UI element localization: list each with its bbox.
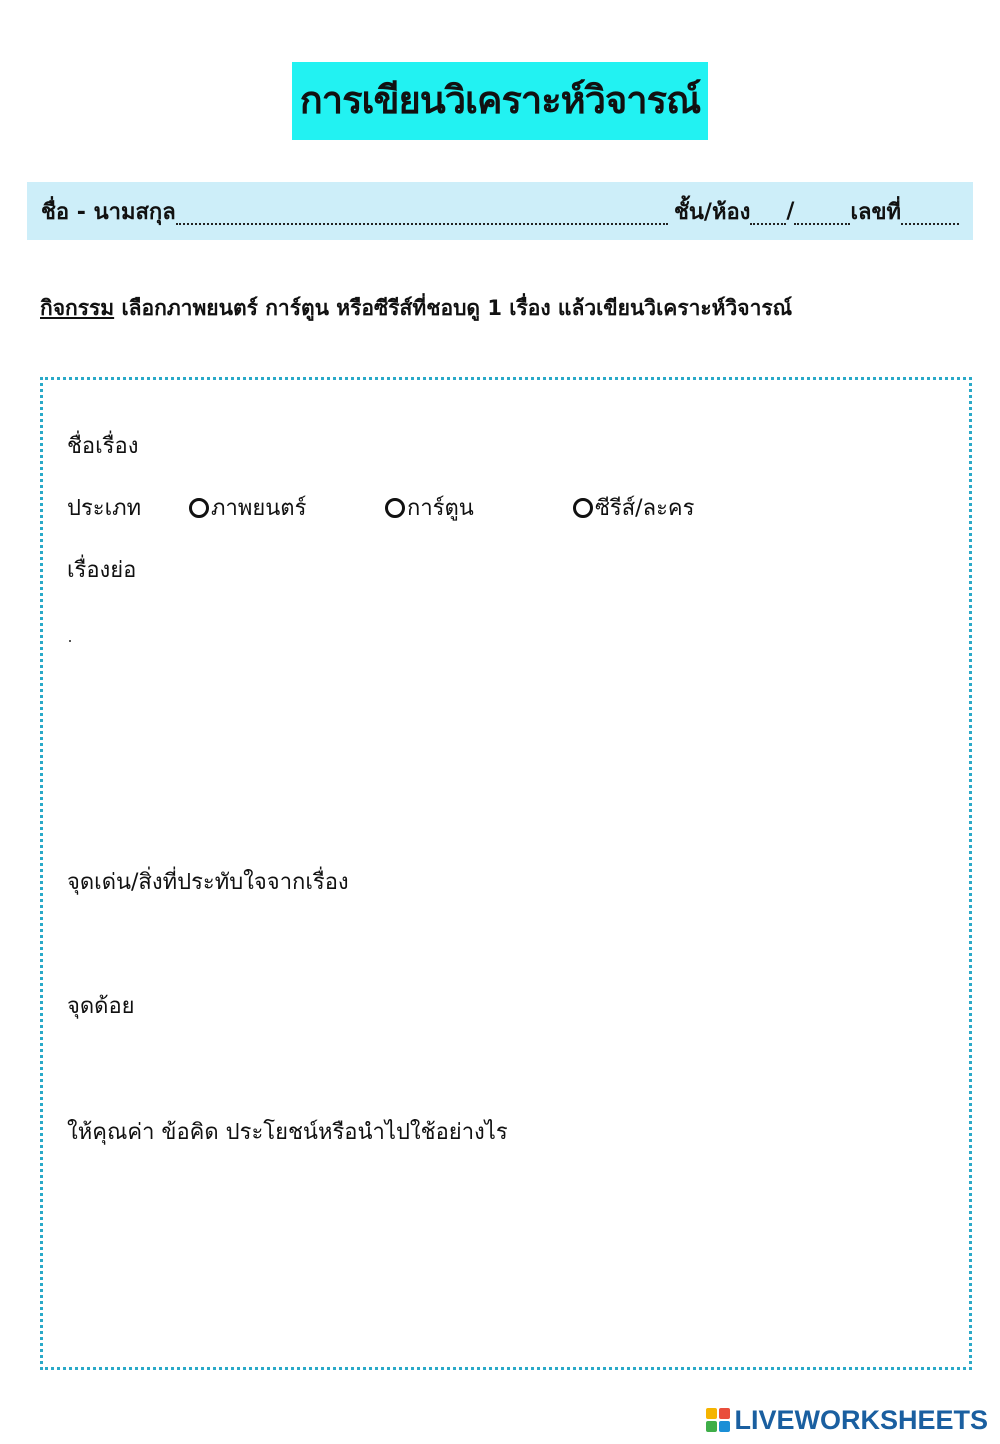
class-label: ชั้น/ห้อง — [673, 199, 751, 225]
number-label: เลขที่ — [850, 199, 901, 225]
room-input-line[interactable] — [794, 209, 850, 225]
type-option-cartoon[interactable] — [385, 490, 474, 525]
type-option-movie[interactable] — [189, 490, 306, 525]
activity-text: เลือกภาพยนตร์ การ์ตูน หรือซีรีส์ที่ชอบดู 1 เรื่อง แล้วเขียนวิเคราะห์วิจารณ์ — [114, 296, 793, 320]
type-option-series[interactable] — [573, 490, 694, 525]
logo-square-e — [719, 1421, 730, 1432]
logo-square-l — [706, 1408, 717, 1419]
number-input-line[interactable] — [901, 209, 959, 225]
activity-instruction — [40, 292, 970, 325]
name-input-line[interactable] — [176, 209, 668, 225]
type-option-label: ซีรีส์/ละคร — [595, 496, 695, 521]
review-form-box — [40, 377, 972, 1370]
worksheet-title: การเขียนวิเคราะห์วิจารณ์ — [292, 62, 709, 140]
liveworksheets-brand — [706, 1402, 988, 1438]
title-wrapper — [0, 62, 1000, 140]
activity-label: กิจกรรม — [40, 296, 115, 320]
name-label: ชื่อ - นามสกุล — [41, 199, 176, 225]
radio-circle-icon[interactable] — [573, 498, 593, 518]
type-option-label: การ์ตูน — [407, 496, 474, 521]
weaknesses-label: จุดด้อย — [67, 994, 135, 1019]
radio-circle-icon[interactable] — [385, 498, 405, 518]
class-slash: / — [786, 198, 795, 224]
type-row — [67, 490, 947, 526]
liveworksheets-logo-icon — [706, 1408, 730, 1432]
values-label: ให้คุณค่า ข้อคิด ประโยชน์หรือนำไปใช้อย่างไร — [67, 1120, 508, 1145]
logo-square-v — [706, 1421, 717, 1432]
synopsis-label: เรื่องย่อ — [67, 558, 137, 583]
radio-circle-icon[interactable] — [189, 498, 209, 518]
class-input-line[interactable] — [750, 209, 786, 225]
stray-dot — [69, 640, 71, 642]
type-label: ประเภท — [67, 496, 142, 521]
student-info-bar — [27, 182, 973, 240]
highlights-label: จุดเด่น/สิ่งที่ประทับใจจากเรื่อง — [67, 870, 349, 895]
logo-square-i — [719, 1408, 730, 1419]
story-title-label: ชื่อเรื่อง — [67, 434, 139, 459]
type-option-label: ภาพยนตร์ — [211, 496, 307, 521]
brand-name: LIVEWORKSHEETS — [734, 1404, 988, 1435]
